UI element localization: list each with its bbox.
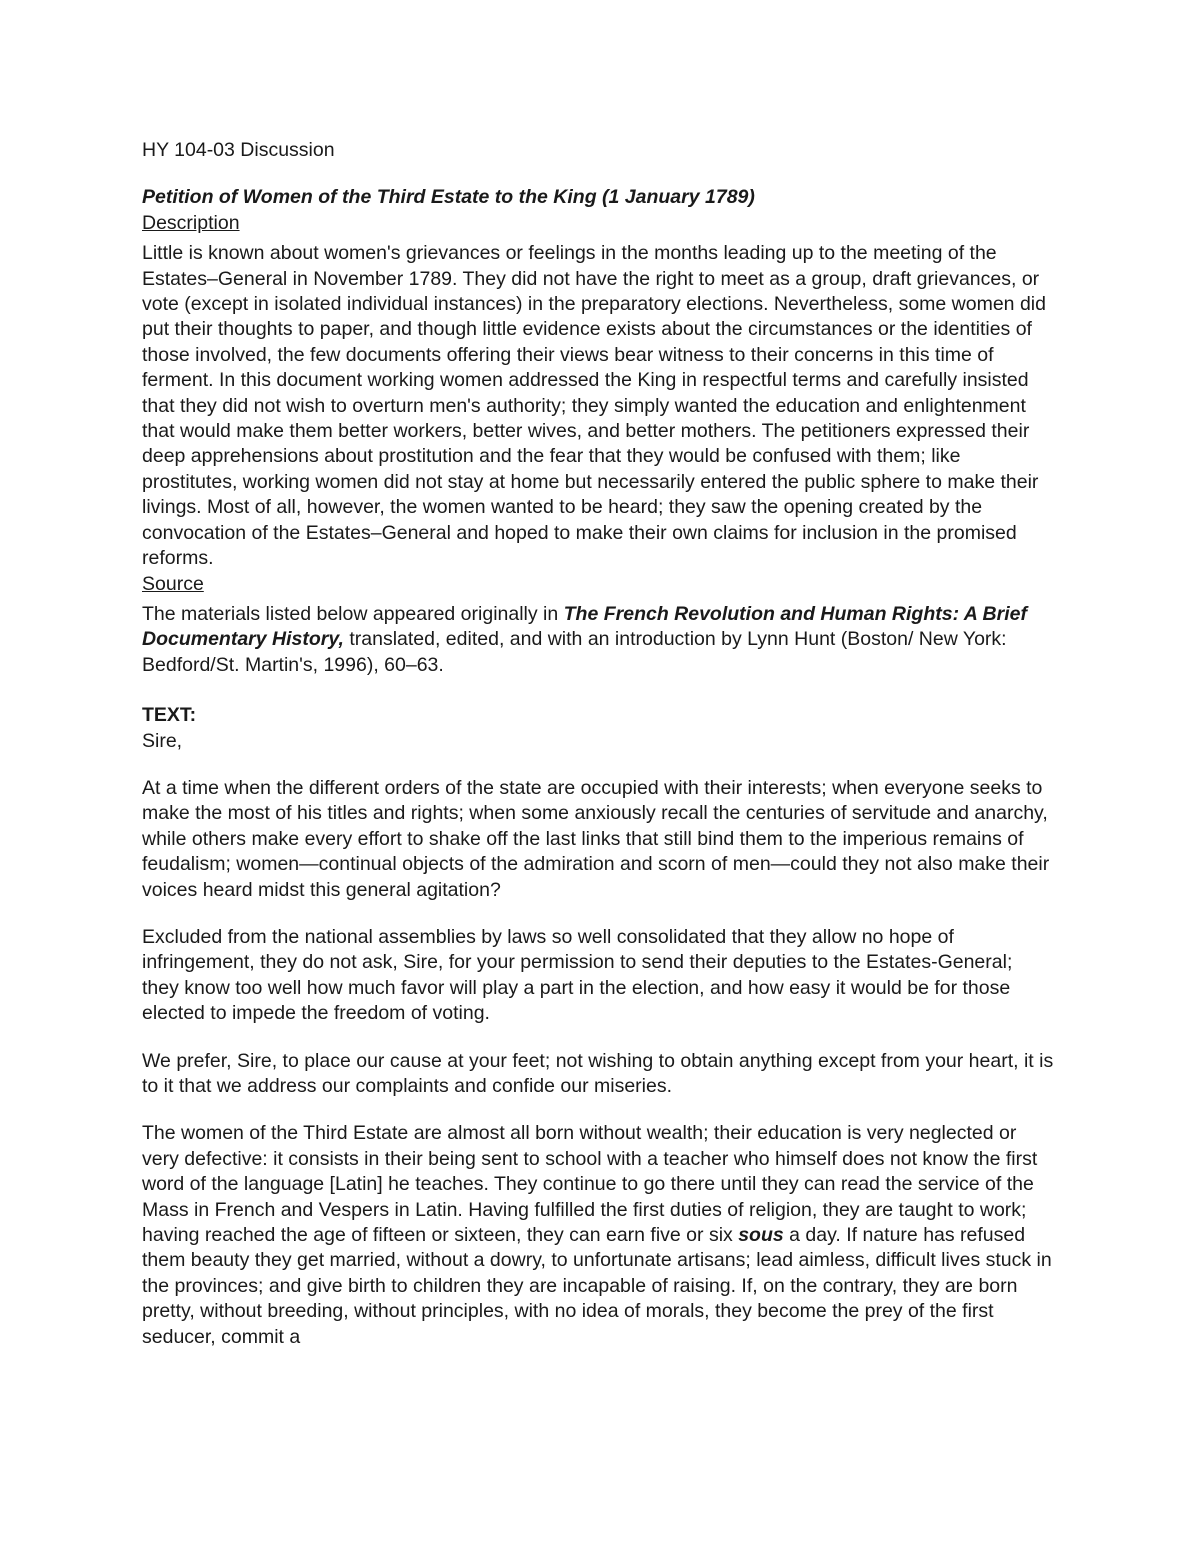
source-paragraph bbox=[142, 602, 1054, 678]
course-title: HY 104-03 Discussion bbox=[142, 139, 335, 161]
source-text-after: translated, edited, and with an introduction by Lynn Hunt (Boston/ New York: Bedford/St. Martin's, 1996), 60–63. bbox=[142, 628, 1007, 676]
text-paragraph-1: At a time when the different orders of the state are occupied with their interests; when everyone seeks to make the most of his titles and rights; when some anxiously recall the centuries of servitude and anarchy, while others make every effort to shake off the last links that still bind them to the imperious remains of feudalism; women—continual objects of the admiration and scorn of men—could they not also make their voices heard midst this general agitation? bbox=[142, 776, 1050, 901]
paragraph-4-emphasis: sous bbox=[738, 1224, 784, 1247]
text-paragraph-3: We prefer, Sire, to place our cause at your feet; not wishing to obtain anything except from your heart, it is to it that we address our complaints and confide our miseries. bbox=[142, 1049, 1054, 1097]
paragraph-4-before: The women of the Third Estate are almost all born without wealth; their education is very neglected or very defective: it consists in their being sent to school with a teacher who himself does not know the first word of the language [Latin] he teaches. They continue to go there until they can read the service of the Mass in French and Vespers in Latin. Having fulfilled the first duties of religion, they are taught to work; having reached the age of fifteen or sixteen, they can earn five or six bbox=[142, 1122, 1038, 1247]
document-page bbox=[142, 138, 1054, 1350]
text-paragraph-2: Excluded from the national assemblies by laws so well consolidated that they allow no hope of infringement, they do not ask, Sire, for your permission to send their deputies to the Estates-General; they know too well how much favor will play a part in the election, and how easy it would be for those elected to impede the freedom of voting. bbox=[142, 925, 1013, 1025]
description-heading: Description bbox=[142, 211, 240, 234]
source-heading: Source bbox=[142, 572, 204, 595]
source-text-before: The materials listed below appeared originally in bbox=[142, 602, 564, 625]
description-paragraph: Little is known about women's grievances or feelings in the months leading up to the meeting of the Estates–General in November 1789. They did not have the right to meet as a group, draft grievances, or vote (except in isolated individual instances) in the preparatory elections. Nevertheless, some women did put their thoughts to paper, and though little evidence exists about the circumstances or the identities of those involved, the few documents offering their views bear witness to their concerns in this time of ferment. In this document working women addressed the King in respectful terms and carefully insisted that they did not wish to overturn men's authority; they simply wanted the education and enlightenment that would make them better workers, better wives, and better mothers. The petitioners expressed their deep apprehensions about prostitution and the fear that they would be confused with them; like prostitutes, working women did not stay at home but necessarily entered the public sphere to make their livings. Most of all, however, the women wanted to be heard; they saw the opening created by the convocation of the Estates–General and hoped to make their own claims for inclusion in the promised reforms. bbox=[142, 242, 1046, 570]
document-title: Petition of Women of the Third Estate to the King (1 January 1789) bbox=[142, 186, 755, 209]
paragraph-4-after: a day. If nature has refused them beauty they get married, without a dowry, to unfortunate artisans; lead aimless, difficult lives stuck in the provinces; and give birth to children they are incapable of raising. If, on the contrary, they are born pretty, without breeding, without principles, with no idea of morals, they become the prey of the first seducer, commit a bbox=[142, 1224, 1052, 1348]
source-book-title: The French Revolution and Human Rights: A Brief Documentary History, bbox=[142, 602, 1027, 651]
text-paragraph-4 bbox=[142, 1121, 1054, 1350]
salutation: Sire, bbox=[142, 729, 183, 752]
text-label: TEXT: bbox=[142, 704, 197, 727]
